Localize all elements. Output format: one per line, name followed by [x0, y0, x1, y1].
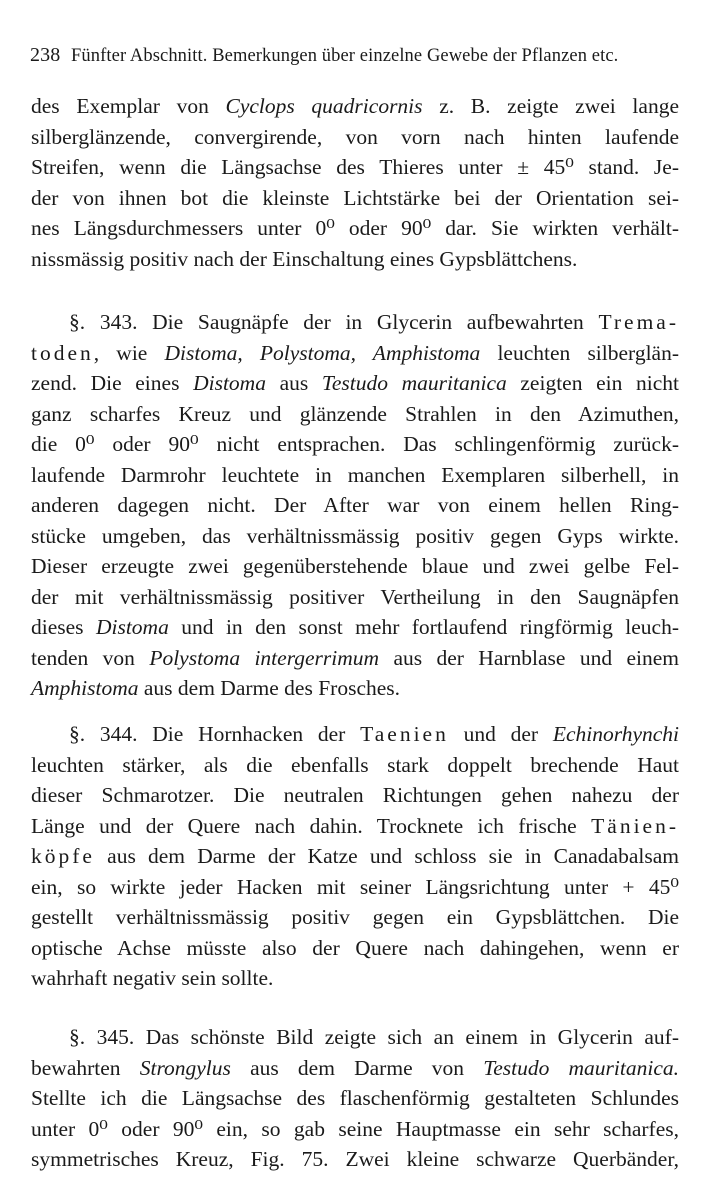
text-line [31, 872, 679, 903]
text-line [31, 1144, 679, 1175]
page-number: 238 [30, 44, 61, 66]
text-line [31, 811, 679, 842]
paragraph-345 [31, 1022, 679, 1175]
text-run: bewahrten [31, 1055, 140, 1080]
text-line [31, 521, 679, 552]
running-title: Fünfter Abschnitt. Bemerkungen über einzelne Gewebe der Pflanzen etc. [71, 46, 619, 66]
text-run: zeigten ein nicht [506, 371, 679, 395]
text-line [31, 244, 679, 275]
text-line [31, 152, 679, 183]
spaced-term: Taenien [360, 722, 449, 746]
italic-term: Strongylus [139, 1055, 231, 1080]
paragraph-344 [31, 719, 679, 994]
paragraph-343 [31, 307, 679, 704]
italic-term: Distoma [95, 615, 169, 639]
italic-term: Amphistoma [31, 676, 139, 700]
text-run: , wie [93, 340, 165, 365]
text-line [31, 1083, 679, 1114]
text-run: die 0⁰ oder 90⁰ nicht entsprachen. Das schlingenförmig zurück- [31, 432, 679, 456]
text-run: Streifen, wenn die Längsachse des Thieres unter ± 45⁰ stand. Je- [31, 155, 679, 179]
text-run: nes Längsdurchmessers unter 0⁰ oder 90⁰ dar. Sie wirkten verhält- [31, 216, 679, 240]
text-run: silberglänzende, convergirende, von vorn nach hinten laufende [31, 124, 679, 149]
spaced-term: toden [31, 340, 94, 365]
italic-term: Polystoma intergerrimum [149, 645, 380, 670]
text-run: anderen dagegen nicht. Der After war von einem hellen Ring- [31, 493, 679, 517]
italic-term: Testudo mauritanica. [483, 1055, 679, 1080]
text-run: des Exemplar von [31, 94, 226, 118]
text-line [31, 399, 679, 430]
text-run: §. 343. Die Saugnäpfe der in Glycerin aufbewahrten [69, 310, 599, 334]
text-run: aus dem Darme von [230, 1055, 484, 1080]
text-run: laufende Darmrohr leuchtete in manchen Exemplaren silberhell, in [31, 462, 679, 487]
text-run: §. 344. Die Hornhacken der [69, 722, 361, 746]
text-run: Stellte ich die Längsachse des flaschenförmig gestalteten Schlundes [31, 1086, 679, 1110]
text-line [31, 1114, 679, 1145]
text-run: Länge und der Quere nach dahin. Trocknete ich frische [31, 813, 592, 838]
spaced-term: Tänien- [591, 813, 679, 838]
italic-term: Echinorhynchi [552, 722, 680, 746]
text-line [31, 122, 679, 153]
text-line [31, 213, 679, 244]
text-run: zend. Die eines [31, 371, 194, 395]
text-run: der von ihnen bot die kleinste Lichtstärke bei der Orientation sei- [31, 185, 679, 210]
text-line [31, 1022, 679, 1053]
italic-term: Cyclops quadricornis [225, 94, 423, 118]
italic-term: Distoma, Polystoma, Amphistoma [164, 340, 481, 365]
text-line [31, 750, 679, 781]
text-run: dieser Schmarotzer. Die neutralen Richtungen gehen nahezu der [31, 783, 679, 807]
italic-term: Distoma [193, 371, 266, 395]
text-line [31, 719, 679, 750]
spaced-term: Trema- [598, 310, 679, 334]
text-line [31, 902, 679, 933]
text-run: aus dem Darme des Frosches. [138, 676, 401, 700]
text-line [31, 643, 679, 674]
text-run: leuchten stärker, als die ebenfalls stark doppelt brechende Haut [31, 752, 679, 777]
text-run: und in den sonst mehr fortlaufend ringförmig leuch- [168, 615, 679, 639]
text-line [31, 582, 679, 613]
text-run: ganz scharfes Kreuz und glänzende Strahlen in den Azimuthen, [31, 401, 679, 426]
text-run: aus [265, 371, 322, 395]
text-line [31, 429, 679, 460]
text-run: dieses [31, 615, 96, 639]
text-run: symmetrisches Kreuz, Fig. 75. Zwei kleine schwarze Querbänder, [31, 1147, 679, 1171]
text-run: der mit verhältnissmässig positiver Vertheilung in den Saugnäpfen [31, 584, 679, 609]
text-run: optische Achse müsste also der Quere nach dahingehen, wenn er [31, 935, 679, 960]
text-run: stücke umgeben, das verhältnissmässig positiv gegen Gyps wirkte. [31, 523, 679, 548]
running-header [30, 44, 675, 67]
text-run: gestellt verhältnissmässig positiv gegen ein Gypsblättchen. Die [31, 905, 679, 929]
text-line [31, 91, 679, 122]
text-line [31, 551, 679, 582]
text-run: §. 345. Das schönste Bild zeigte sich an einem in Glycerin auf- [69, 1025, 679, 1049]
text-line [31, 183, 679, 214]
text-run: wahrhaft negativ sein sollte. [31, 966, 274, 990]
text-line [31, 963, 679, 994]
text-line [31, 490, 679, 521]
spaced-term: köpfe [31, 844, 95, 868]
text-line [31, 933, 679, 964]
text-line [31, 841, 679, 872]
text-run: Dieser erzeugte zwei gegenüberstehende blaue und zwei gelbe Fel- [31, 554, 679, 578]
italic-term: Testudo mauritanica [321, 371, 507, 395]
text-line [31, 460, 679, 491]
text-run: aus dem Darme der Katze und schloss sie in Canadabalsam [94, 844, 679, 868]
text-line [31, 673, 679, 704]
text-run: unter 0⁰ oder 90⁰ ein, so gab seine Hauptmasse ein sehr scharfes, [31, 1116, 679, 1141]
text-run: z. B. zeigte zwei lange [422, 94, 679, 118]
text-run: und der [448, 722, 553, 746]
text-run: leuchten silberglän- [480, 340, 679, 365]
text-run: ein, so wirkte jeder Hacken mit seiner Längsrichtung unter + 45⁰ [31, 874, 679, 899]
text-line [31, 368, 679, 399]
text-line [31, 780, 679, 811]
text-line [31, 612, 679, 643]
text-line [31, 338, 679, 369]
text-run: aus der Harnblase und einem [379, 645, 679, 670]
text-line [31, 307, 679, 338]
text-run: nissmässig positiv nach der Einschaltung eines Gypsblättchens. [31, 246, 578, 271]
paragraph-continuation [31, 91, 679, 274]
text-run: tenden von [31, 645, 150, 670]
text-line [31, 1053, 679, 1084]
